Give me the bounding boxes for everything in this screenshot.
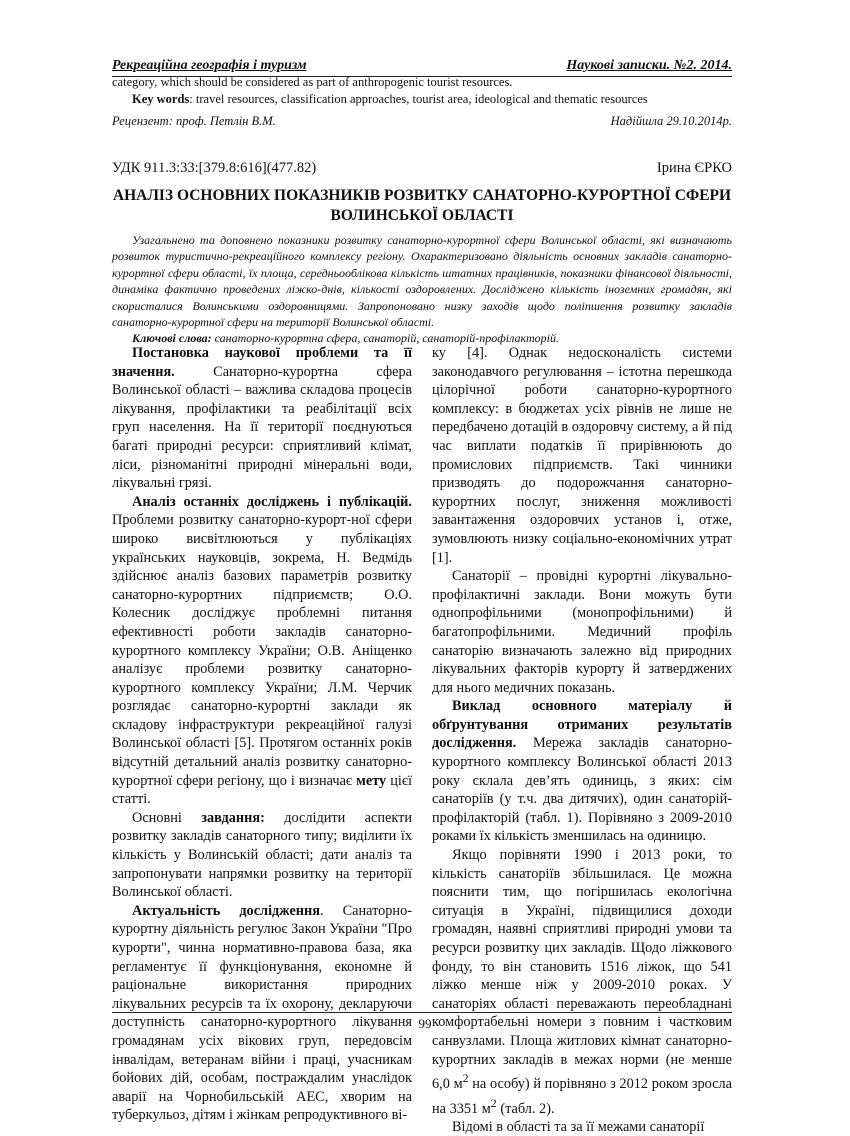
paragraph-known: Відомі в області та за її межами санаторії bbox=[452, 1118, 705, 1135]
previous-abstract-tail: category, which should be considered as part of anthropogenic tourist resources. bbox=[112, 75, 513, 89]
paragraph-text: . Санаторно-курортну діяльність регулює Закон України "Про курорти", чинна нормативно-правова база, яка регламентує її функціонування, економне й раціональне використання природних лікувальних ресурсів та їх охорону, декларуючи доступність санаторно-курортного лікування громадянам усіх вікових груп, передовсім інвалідам, ветеранам війни і праці, учасникам бойових дій, особам, постраждалим унаслідок аварії на Чорнобильській АЕС, хворим на туберкульоз, дітям і жінкам репродуктивного ві- bbox=[112, 902, 412, 1124]
heading-problem: Постановка наукової проблеми та її значення. bbox=[112, 345, 412, 380]
previous-keywords-text: : travel resources, classification approaches, tourist area, ideological and thematic resources bbox=[189, 92, 648, 106]
keywords-text: санаторно-курортна сфера, санаторій, санаторій-профілакторій. bbox=[211, 331, 559, 346]
paragraph-relevance bbox=[112, 902, 412, 1125]
bold-term-goal: мету bbox=[356, 772, 387, 789]
paragraph-text: Якщо порівняти 1990 і 2013 роки, то кількість санаторіїв збільшилася. Це можна пояснити тим, що погіршилась екологічна ситуація в Україні, підвищилися доходи громадян, наявні сприятливі природні умови та ресурси розвитку цих закладів. Щодо ліжкового фонду, то він становить 1516 ліжок, що 541 ліжко менше ніж у 2009-2010 роках. У санаторіях області переважають переобладнані комфортабельні номери з повним і частковим санвузлами. Площа житлових кімнат санаторно-курортних закладів в межах норми (не менше 6,0 м bbox=[432, 847, 732, 1092]
reviewer-row bbox=[112, 114, 732, 132]
paragraph-text: (табл. 2). bbox=[496, 1100, 555, 1117]
previous-article-abstract bbox=[112, 74, 732, 108]
paragraph-comparison bbox=[432, 846, 732, 1118]
keywords-label: Ключові слова: bbox=[132, 331, 212, 346]
author-name: Ірина ЄРКО bbox=[656, 160, 732, 176]
paragraph-text: Мережа закладів санаторно-курортного комплексу Волинської області 2013 року склала дев’ять одиниць, з яких: сім санаторіїв (у т.ч. два дитячих), один санаторій-профілакторій (табл. 1). Порівняно з 2009-2010 роками їх кількість зменшилась на одиницю. bbox=[432, 735, 732, 845]
reviewer: Рецензент: проф. Петлін В.М. bbox=[112, 114, 276, 128]
article-title: АНАЛІЗ ОСНОВНИХ ПОКАЗНИКІВ РОЗВИТКУ САНАТОРНО-КУРОРТНОЇ СФЕРИ ВОЛИНСЬКОЇ ОБЛАСТІ bbox=[112, 187, 732, 224]
heading-relevance: Актуальність дослідження bbox=[132, 902, 321, 919]
paragraph-problem bbox=[112, 344, 412, 493]
paragraph-literature bbox=[112, 493, 412, 809]
paragraph-text: Проблеми розвитку санаторно-курорт-ної сфери широко висвітлюються у публікаціях українських науковців, зокрема, Н. Ведмідь здійснює аналіз базових параметрів розвитку санаторно-курортних підприємств; О.О. Колесник досліджує проблемні питання ефективності роботи закладів санаторно-курортного комплексу України; О.В. Аніщенко аналізує проблеми розвитку санаторно-курортного комплексу України; Л.М. Черчик розглядає санаторно-курортні заклади як складову інфраструктури рекреаційної галузі Волинської області [5]. Протягом останніх років відсутній детальний аналіз розвитку санаторно-курортної сфери регіону, що і визначає bbox=[112, 512, 412, 789]
journal-section-title: Рекреаційна географія і туризм bbox=[112, 58, 307, 73]
paragraph-text: дослідити аспекти розвитку закладів санаторного типу; виділити їх кількість у Волинській області; дати аналіз та запропонувати напрямки розвитку на території Волинської області. bbox=[112, 809, 412, 901]
previous-keywords-label: Key words bbox=[132, 92, 190, 106]
bold-term-tasks: завдання: bbox=[201, 809, 265, 826]
paragraph-continuation: ку [4]. Однак недосконалість системи законодавчого регулювання – істотна перешкода цілорічної роботи санаторно-курортного комплексу: в бюджетах усіх рівнів не лише не передбачено дотацій в оздоровчу систему, а й під час виплати податків її прирівнюють до промислових підприємств. Такі чинники призводять до подорожчання санаторно-курортних послуг, зниження можливості завантаження оздоровчих установ і, отже, зумовлюють низку соціально-економічних утрат [1]. bbox=[432, 345, 732, 566]
paragraph-tasks bbox=[112, 809, 412, 902]
paragraph-text: Санаторно-курортна сфера Волинської області – важлива складова процесів лікування, профілактики та реабілітації всіх груп населення. На її території поєднуються багаті природні ресурси: сприятливий клімат, ліси, різноманітні природні мінеральні води, лікувальні грязі. bbox=[112, 363, 412, 492]
udc-author-row bbox=[112, 160, 732, 180]
paragraph-text: на особу) й порівняно з 2012 роком зросла на 3351 м bbox=[432, 1075, 732, 1117]
paragraph-sanatoria: Санаторії – провідні курортні лікувально-профілактичні заклади. Вони можуть бути однопрофільними (монопрофільними) й багатопрофільними. Медичний профіль санаторію визначають залежно від природних лікувальних факторів курорту й затверджених для нього медичних показань. bbox=[432, 568, 732, 696]
heading-main-material: Виклад основного матеріалу й обґрунтування отриманих результатів дослідження. bbox=[432, 698, 732, 752]
paragraph-text: цієї статті. bbox=[112, 772, 412, 808]
journal-issue-title: Наукові записки. №2. 2014. bbox=[566, 58, 732, 73]
superscript: 2 bbox=[462, 1071, 469, 1086]
received-date: Надійшла 29.10.2014р. bbox=[610, 114, 732, 128]
article-abstract bbox=[112, 232, 732, 347]
previous-keywords bbox=[112, 91, 732, 108]
abstract-text: Узагальнено та доповнено показники розвитку санаторно-курортної сфери Волинської області, які визначають розвиток туристично-рекреаційного комплексу регіону. Охарактеризовано діяльність основних закладів санаторно-курортної сфери області, їх площа, середньооблікова кількість штатних працівників, показники фінансової діяльності, динаміка фактично проведених ліжко-днів, кількості оздоровлених. Досліджено кількість іноземних громадян, які скористалися Волинськими оздоровницями. Запропоновано низку заходів щодо поліпшення розвитку закладів санаторно-курортної сфери на території Волинської області. bbox=[112, 233, 732, 330]
left-column bbox=[112, 344, 412, 1125]
heading-literature: Аналіз останніх досліджень і публікацій. bbox=[132, 493, 412, 510]
udc-code: УДК 911.3:33:[379.8:616](477.82) bbox=[112, 160, 317, 176]
paragraph-main-material bbox=[432, 697, 732, 846]
paragraph-text: Основні bbox=[132, 809, 202, 826]
superscript: 2 bbox=[490, 1095, 497, 1110]
footer-divider bbox=[112, 1012, 732, 1013]
page-number: 99 bbox=[418, 1016, 432, 1031]
